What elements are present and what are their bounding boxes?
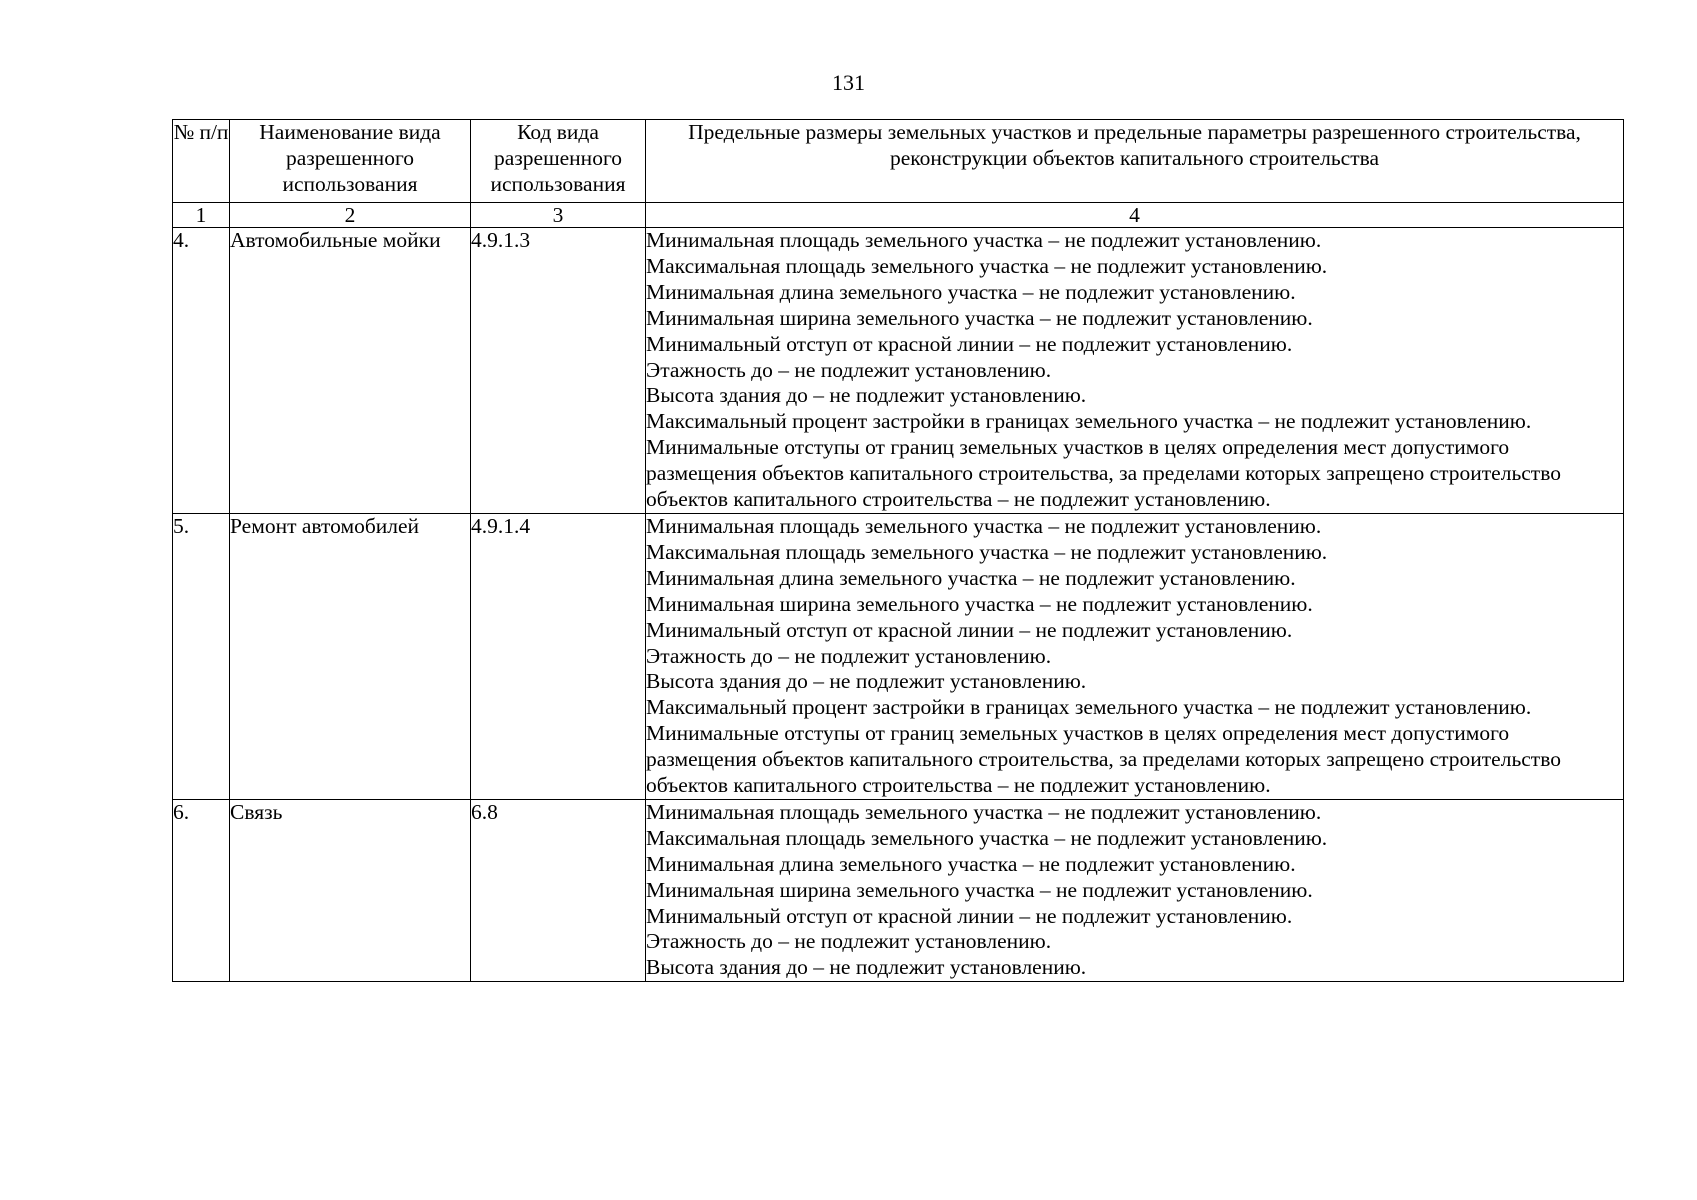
parameter-line: Минимальные отступы от границ земельных участков в целях определения мест допустимого размещения объектов капитального строительства, за пределами которых запрещено строительство объектов капитального строительства – не подлежит установлению. (646, 435, 1561, 512)
use-name: Связь (230, 799, 471, 981)
parameter-line: Минимальная длина земельного участка – не подлежит установлению. (646, 851, 1296, 876)
parameter-line: Минимальная площадь земельного участка – не подлежит установлению. (646, 513, 1322, 538)
parameter-line: Минимальная ширина земельного участка – не подлежит установлению. (646, 591, 1313, 616)
parameter-line: Максимальный процент застройки в границах земельного участка – не подлежит установлению. (646, 695, 1532, 720)
parameter-line: Максимальная площадь земельного участка – не подлежит установлению. (646, 253, 1328, 278)
table-header-row (173, 120, 1624, 203)
use-code: 4.9.1.4 (471, 513, 646, 799)
use-code: 6.8 (471, 799, 646, 981)
parameter-line: Этажность до – не подлежит установлению. (646, 643, 1052, 668)
use-name: Ремонт автомобилей (230, 513, 471, 799)
parameter-line: Максимальная площадь земельного участка – не подлежит установлению. (646, 825, 1328, 850)
parameter-line: Минимальная ширина земельного участка – не подлежит установлению. (646, 877, 1313, 902)
header-use-name: Наименование вида разрешенного использования (230, 120, 471, 203)
use-code: 4.9.1.3 (471, 228, 646, 514)
column-number: 1 (173, 203, 230, 228)
table-row (173, 228, 1624, 514)
row-number: 6. (173, 799, 230, 981)
parameter-line: Минимальная ширина земельного участка – не подлежит установлению. (646, 305, 1313, 330)
parameter-line: Минимальная длина земельного участка – не подлежит установлению. (646, 565, 1296, 590)
header-use-code: Код вида разрешенного использования (471, 120, 646, 203)
parameter-line: Минимальная площадь земельного участка – не подлежит установлению. (646, 799, 1322, 824)
parameter-line: Высота здания до – не подлежит установлению. (646, 669, 1087, 694)
parameter-line: Минимальный отступ от красной линии – не подлежит установлению. (646, 331, 1293, 356)
parameters-cell (646, 799, 1624, 981)
parameter-line: Минимальный отступ от красной линии – не подлежит установлению. (646, 617, 1293, 642)
header-number: № п/п (173, 120, 230, 203)
parameter-line: Минимальные отступы от границ земельных участков в целях определения мест допустимого размещения объектов капитального строительства, за пределами которых запрещено строительство объектов капитального строительства – не подлежит установлению. (646, 721, 1561, 798)
land-use-parameters-table (172, 119, 1624, 982)
page-number: 131 (832, 70, 865, 95)
parameter-line: Минимальная площадь земельного участка – не подлежит установлению. (646, 228, 1322, 252)
parameter-line: Минимальная длина земельного участка – не подлежит установлению. (646, 279, 1296, 304)
column-number: 4 (646, 203, 1624, 228)
parameters-cell (646, 228, 1624, 514)
row-number: 4. (173, 228, 230, 514)
column-number-row (173, 203, 1624, 228)
row-number: 5. (173, 513, 230, 799)
table-row (173, 799, 1624, 981)
parameter-line: Максимальная площадь земельного участка – не подлежит установлению. (646, 539, 1328, 564)
parameter-line: Минимальный отступ от красной линии – не подлежит установлению. (646, 903, 1293, 928)
parameters-cell (646, 513, 1624, 799)
parameter-line: Этажность до – не подлежит установлению. (646, 929, 1052, 954)
parameter-line: Максимальный процент застройки в границах земельного участка – не подлежит установлению. (646, 409, 1532, 434)
table-row (173, 513, 1624, 799)
column-number: 2 (230, 203, 471, 228)
header-parameters: Предельные размеры земельных участков и предельные параметры разрешенного строительства, реконструкции объектов капитального строительства (646, 120, 1624, 203)
use-name: Автомобильные мойки (230, 228, 471, 514)
parameter-line: Высота здания до – не подлежит установлению. (646, 383, 1087, 408)
parameter-line: Высота здания до – не подлежит установлению. (646, 955, 1087, 980)
column-number: 3 (471, 203, 646, 228)
parameter-line: Этажность до – не подлежит установлению. (646, 357, 1052, 382)
